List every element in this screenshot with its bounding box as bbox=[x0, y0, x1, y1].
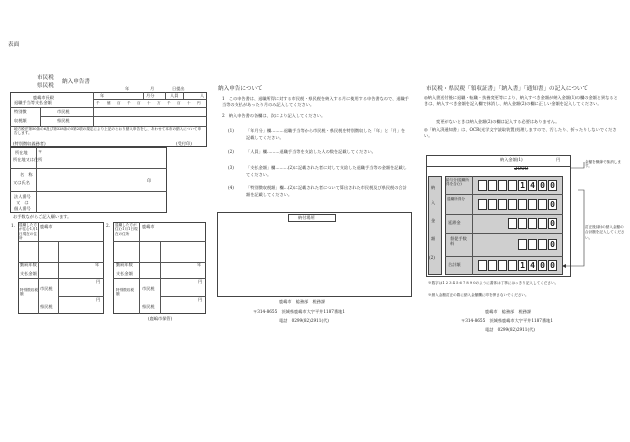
date-month: 月 bbox=[150, 86, 155, 91]
period-col-month: 月分 bbox=[146, 93, 155, 98]
special-collection-label: 特別徴 bbox=[14, 109, 27, 114]
period-col-person-unit: 人 bbox=[200, 93, 205, 98]
footnote-seal: ※納入金額訂正の際に納入金額欄に印を押さないでください。 bbox=[428, 293, 529, 297]
callout-arrows bbox=[540, 160, 630, 275]
receipts-footer: (鹿嶋市保管) bbox=[148, 316, 173, 321]
corp-no-label-2: 又 は bbox=[16, 200, 29, 205]
city-tax-row: 市民税 bbox=[57, 109, 70, 114]
row-fee-label: 督促手数料 bbox=[450, 236, 467, 247]
correction-para-3: ◎「納入済通知書」は、OCR(光学文字読取装置)処理しますので、汚したり、折ったりしないでください。 bbox=[424, 127, 617, 139]
instruction-item-3: 「支払金額」欄………(2)に記載された者に対して支給した退職手当等の金額を記載してください。 bbox=[246, 165, 407, 177]
prefecture-tax-row: 県民税 bbox=[57, 118, 70, 123]
date-day: 日提出 bbox=[172, 86, 185, 91]
name-input[interactable] bbox=[37, 169, 142, 190]
payment-place-label: 納付場所 bbox=[298, 215, 315, 220]
middle-phone: 電話 0299(82)2911(代) bbox=[279, 318, 329, 323]
row-salary-label: 給与分(退職所得を含む) bbox=[446, 178, 469, 187]
page-header: 表面 bbox=[8, 42, 20, 48]
special-collection-label-2: 収税額 bbox=[14, 118, 27, 123]
right-address: 〒314-8655 茨城県鹿嶋市大字平井1187番地1 bbox=[461, 318, 554, 323]
stamp-label: (受付印) bbox=[176, 141, 192, 146]
name-label-1: 名 称 bbox=[20, 172, 33, 177]
amount-label: 退職手当等支払金額 bbox=[14, 100, 52, 105]
right-phone: 電話 0299(82)2911(代) bbox=[485, 327, 535, 332]
row-total-label: 合計額 bbox=[448, 262, 461, 267]
address-label-1: 所在地 bbox=[15, 150, 28, 155]
receipt-2-city: 鹿嶋市 bbox=[142, 224, 155, 229]
form-title: 納入申告書 bbox=[62, 79, 90, 85]
date-year: 年 bbox=[125, 86, 130, 91]
receipt-1-side-label: 退職した方が住む1月1日現在の住所 bbox=[19, 223, 38, 241]
footnote-digits: ※数字は1 2 3 4 5 6 7 8 9 0のように書体は丁寧にはっきり記入してください。 bbox=[428, 281, 559, 285]
receipt-1-tax-label: 特別徴収税額 bbox=[20, 288, 38, 297]
correction-para-2: 変更がないときは納入金額(2)の欄は記入する必要はありません。 bbox=[436, 119, 560, 124]
corp-no-label-3: 個人番号 bbox=[14, 206, 31, 211]
middle-address: 〒314-8655 茨城県鹿嶋市大字平井1187番地1 bbox=[253, 309, 346, 314]
payment-place-box bbox=[217, 212, 412, 297]
instruction-item-1: 「年月分」欄………退職手当等から市民税・県民税を特別徴収した「年」と「月」を記載してください。 bbox=[246, 128, 406, 140]
receipt-2-tax-label: 特別徴収税額 bbox=[116, 288, 134, 297]
correction-para-1: ◎納入書送付後に退職・転職・扶養変更等により、納入すべき金額が納入金額(1)の欄の金額と異なるときは、納入すべき金額を記入欄で抹消し、納入金額(2)の欄に正しい金額を記入してください。 bbox=[424, 95, 618, 107]
name-label-2: 又は氏名 bbox=[13, 180, 30, 185]
receipt-2-side-label: 退職した方が住む1月1日現在の住所 bbox=[115, 223, 138, 236]
receipt-2-amount-label: 支払金額 bbox=[116, 271, 133, 276]
legal-note: 地方税法第50条の6及び第328条の5第2項の規定により上記のとおり納入申告をし、あわせて本市の納入について申告します。 bbox=[14, 127, 202, 136]
period-col-persons: 人員 bbox=[170, 93, 179, 98]
instruction-item-2: 「人員」欄………退職手当等を支給した人の数を記載してください。 bbox=[246, 149, 376, 154]
corp-no-label-1: 法人番号 bbox=[14, 194, 31, 199]
callout-strike: 金額を横線で抹消します。 bbox=[585, 160, 621, 169]
amount1-struck-value: 2000 bbox=[514, 166, 529, 172]
row-late-label: 延滞金 bbox=[448, 220, 461, 225]
tax-amount-field[interactable] bbox=[94, 108, 206, 125]
corp-no-input[interactable] bbox=[37, 192, 166, 212]
recipient: 鹿嶋市長殿 bbox=[33, 95, 54, 100]
instruction-para-2: 2 納入申告書の各欄は、次により記入してください。 bbox=[222, 113, 326, 118]
instruction-para-1: 1 この申告書は、退職所得に対する市民税・県民税を納入する月に使用する申告書なので、退職手当等の支払があったり月のみ記入してください。 bbox=[222, 96, 409, 108]
zip-mark: 〒 bbox=[38, 149, 43, 154]
payer-header: (特別徴収義務者) bbox=[13, 141, 46, 146]
receipt-1-amount-label: 支払金額 bbox=[20, 271, 37, 276]
amount1-label: 納入金額(1) bbox=[500, 157, 523, 162]
middle-office: 鹿嶋市 総務部 税務課 bbox=[279, 299, 326, 304]
instructions-heading: 納入申告について bbox=[218, 86, 263, 92]
fill-request-note: お手数ながらご記入願います。 bbox=[13, 214, 72, 219]
receipt-1-city: 鹿嶋市 bbox=[40, 224, 53, 229]
address-label: 所在地又は住所 bbox=[13, 157, 43, 162]
tax-type-prefecture: 県民税 bbox=[37, 83, 54, 89]
receipt-2-years-label: 勤続年数 bbox=[116, 262, 133, 267]
period-col-year: 年 bbox=[100, 93, 105, 98]
tax-type-city: 市民税 bbox=[37, 75, 54, 81]
callout-correct: 訂正後(新)の納入金額の合計額を記入してください。 bbox=[585, 225, 625, 240]
correction-heading: 市民税・県民税「領収証書」「納入書」「通知書」の記入について bbox=[426, 86, 589, 92]
row-retire-label: 退職所得分 bbox=[447, 197, 465, 201]
right-office: 鹿嶋市 総務部 税務課 bbox=[485, 309, 532, 314]
instruction-item-4: 「特別徴収税額」欄…(2)に記載された者について算出された市民税及び県民税の合計額を記載してください。 bbox=[246, 185, 407, 197]
receipt-1-years-label: 勤続年数 bbox=[20, 262, 37, 267]
seal-mark: 印 bbox=[147, 178, 152, 183]
address-input[interactable] bbox=[37, 155, 166, 167]
